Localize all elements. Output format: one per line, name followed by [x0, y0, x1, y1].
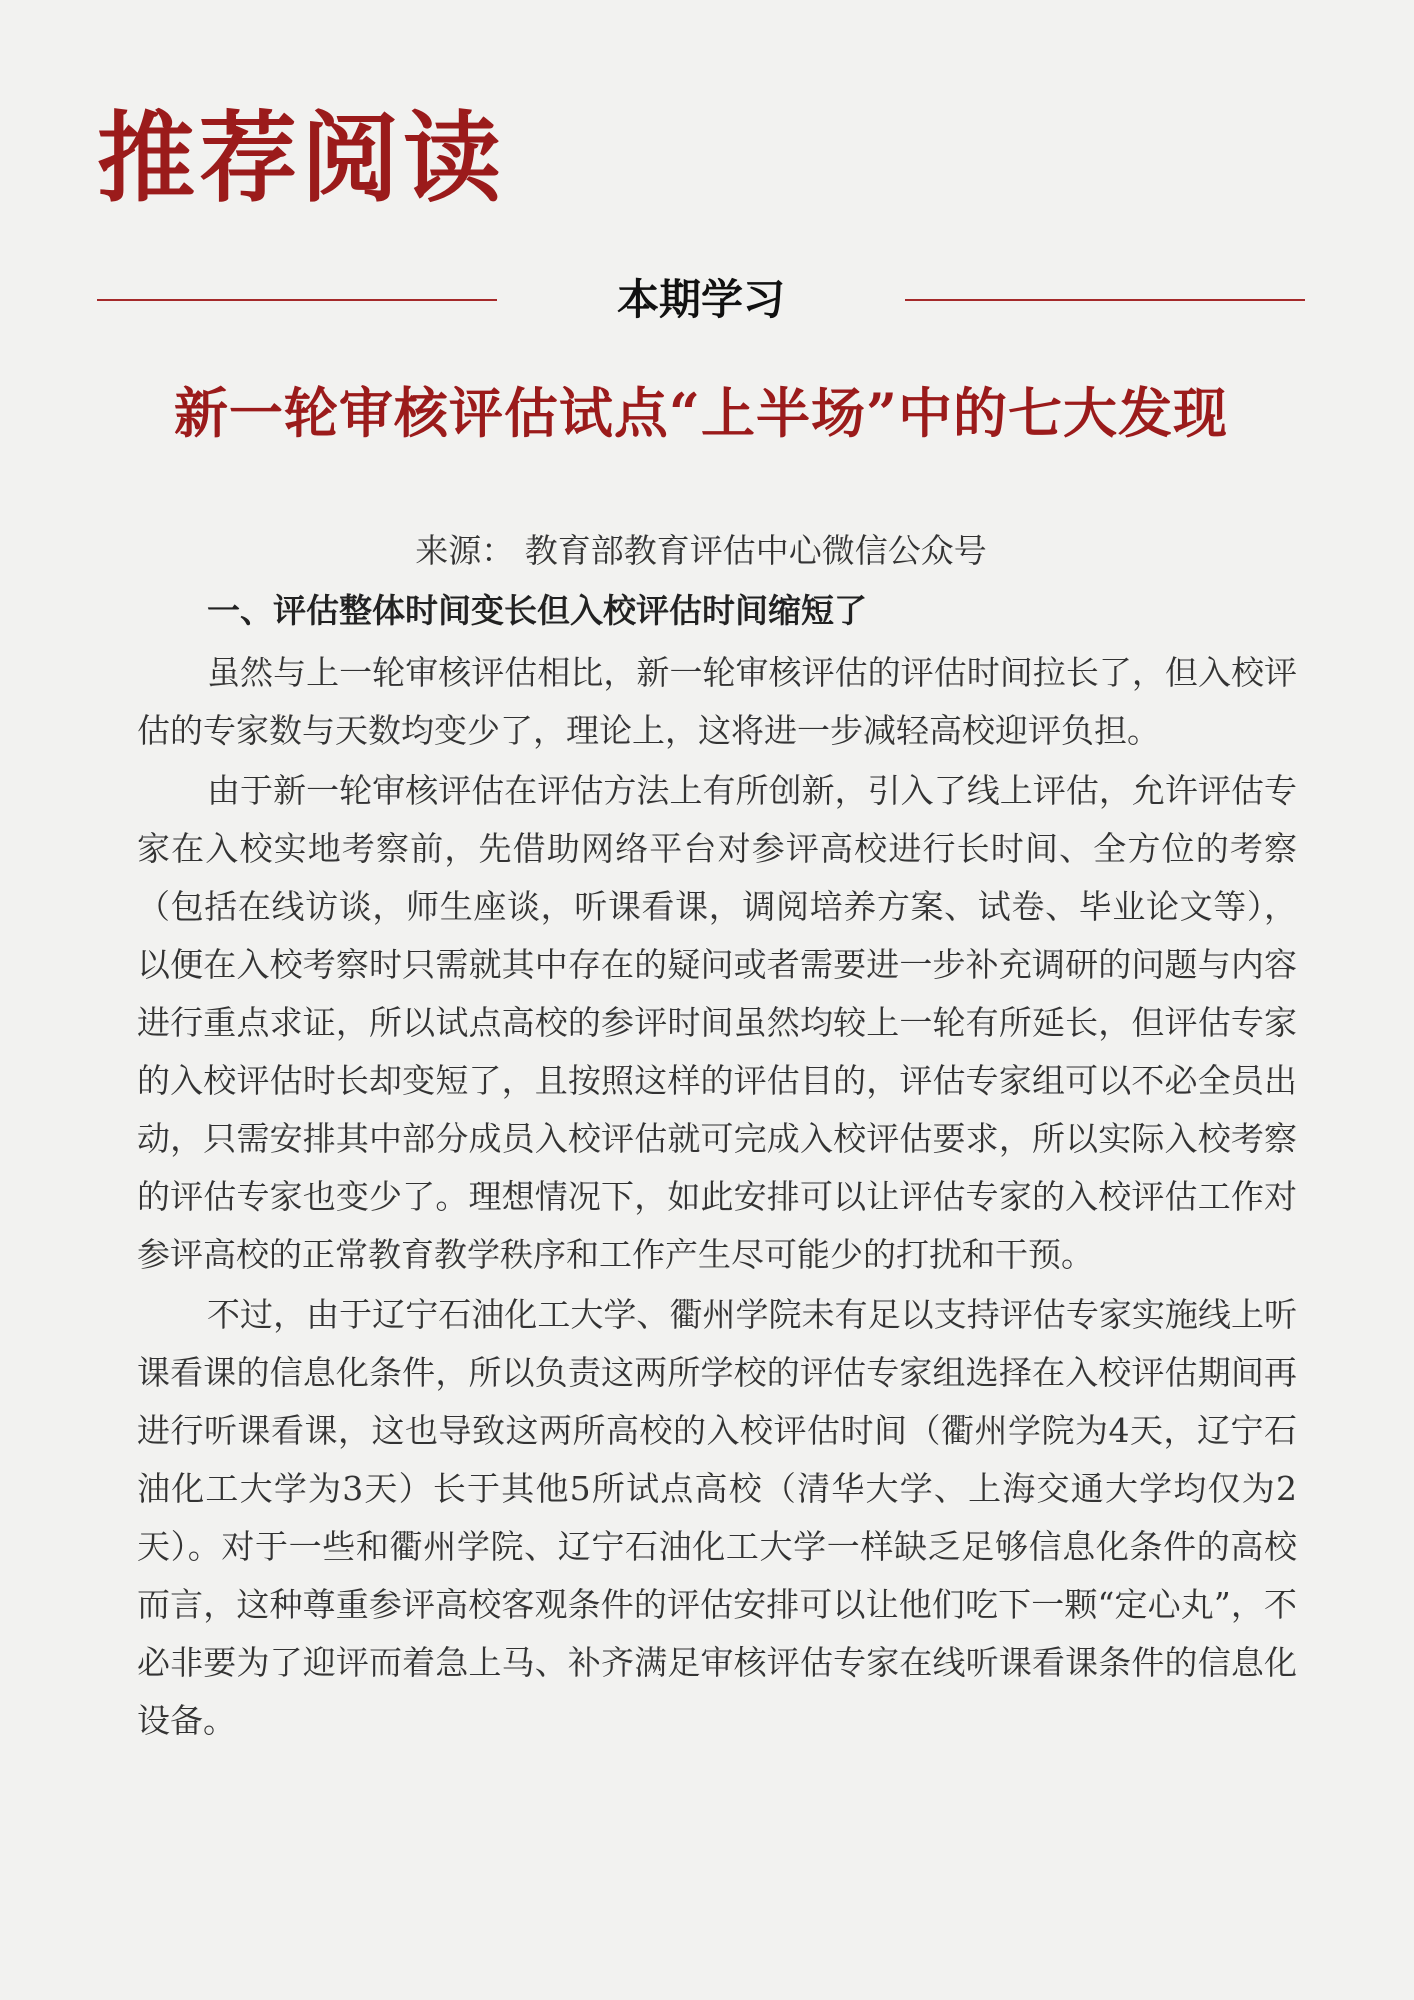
paragraph-1: 虽然与上一轮审核评估相比，新一轮审核评估的评估时间拉长了，但入校评估的专家数与天数均变少了，理论上，这将进一步减轻高校迎评负担。 [137, 653, 1297, 750]
paragraph-2: 由于新一轮审核评估在评估方法上有所创新，引入了线上评估，允许评估专家在入校实地考察前，先借助网络平台对参评高校进行长时间、全方位的考察（包括在线访谈，师生座谈，听课看课，调阅培养方案、试卷、毕业论文等），以便在入校考察时只需就其中存在的疑问或者需要进一步补充调研的问题与内容进行重点求证，所以试点高校的参评时间虽然均较上一轮有所延长，但评估专家的入校评估时长却变短了，且按照这样的评估目的，评估专家组可以不必全员出动，只需安排其中部分成员入校评估就可完成入校评估要求，所以实际入校考察的评估专家也变少了。理想情况下，如此安排可以让评估专家的入校评估工作对参评高校的正常教育教学秩序和工作产生尽可能少的打扰和干预。 [137, 771, 1297, 1274]
article-title: 新一轮审核评估试点“上半场”中的七大发现 [173, 381, 1229, 445]
section-label: 本期学习 [616, 275, 785, 324]
article-body [137, 584, 1297, 1752]
section-header [97, 270, 1305, 330]
paragraph-3: 不过，由于辽宁石油化工大学、衢州学院未有足以支持评估专家实施线上听课看课的信息化条件，所以负责这两所学校的评估专家组选择在入校评估期间再进行听课看课，这也导致这两所高校的入校评估时间（衢州学院为4天，辽宁石油化工大学为3天）长于其他5所试点高校（清华大学、上海交通大学均仅为2天）。对于一些和衢州学院、辽宁石油化工大学一样缺乏足够信息化条件的高校而言，这种尊重参评高校客观条件的评估安排可以让他们吃下一颗“定心丸”，不必非要为了迎评而着急上马、补齐满足审核评估专家在线听课看课条件的信息化设备。 [137, 1295, 1297, 1740]
divider-right [905, 299, 1305, 301]
article-source: 来源： 教育部教育评估中心微信公众号 [415, 531, 987, 570]
section-heading: 一、评估整体时间变长但入校评估时间缩短了 [207, 591, 867, 630]
masthead-title: 推荐阅读 [97, 101, 506, 216]
